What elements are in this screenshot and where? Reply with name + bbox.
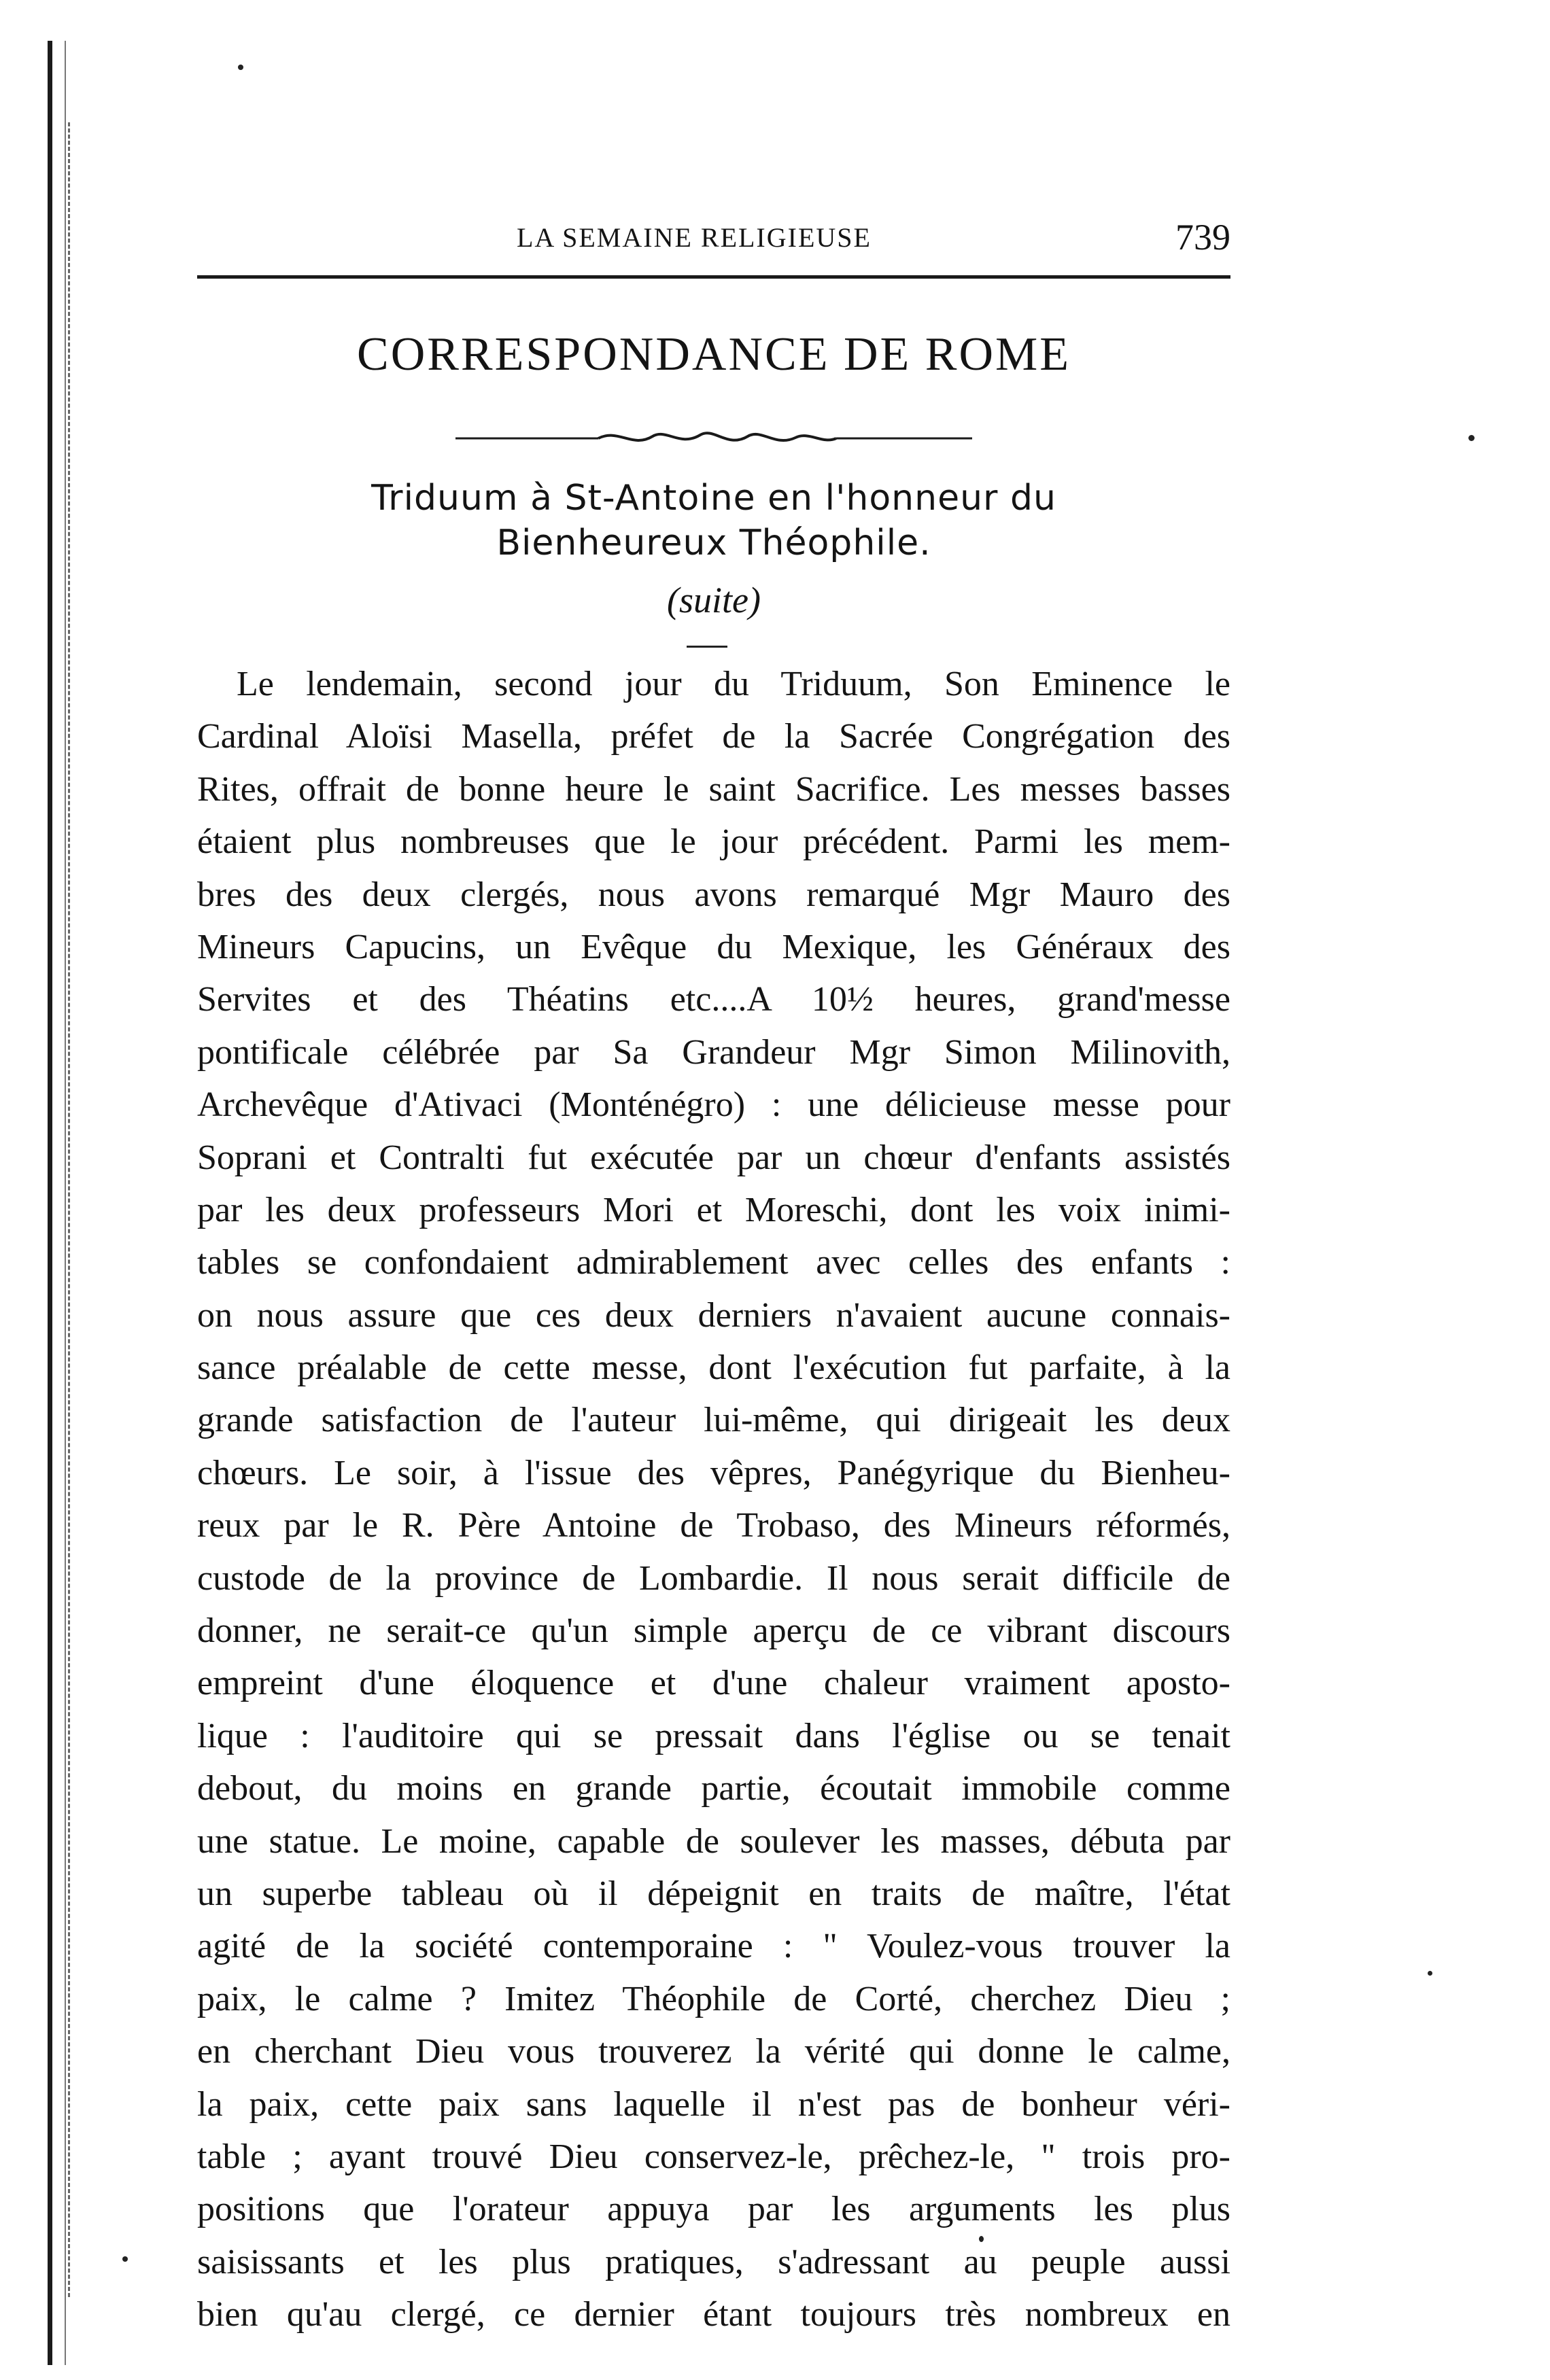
body-line: saisissants et les plus pratiques, s'adressant au peuple aussi <box>197 2242 1230 2281</box>
article-title: CORRESPONDANCE DE ROME <box>357 328 1071 381</box>
article-subtitle <box>197 476 1230 565</box>
suite-label: (suite) <box>667 580 761 620</box>
scan-speck <box>1468 435 1475 441</box>
subtitle-line: Triduum à St-Antoine en l'honneur du <box>371 478 1056 519</box>
body-line: Cardinal Aloïsi Masella, préfet de la Sacrée Congrégation des <box>197 717 1230 756</box>
body-line: sance préalable de cette messe, dont l'exécution fut parfaite, à la <box>197 1348 1230 1388</box>
body-line: tables se confondaient admirablement avec celles des enfants : <box>197 1243 1230 1282</box>
body-line: debout, du moins en grande partie, écoutait immobile comme <box>197 1769 1230 1808</box>
body-line: bien qu'au clergé, ce dernier étant toujours très nombreux en <box>197 2295 1230 2334</box>
ornamental-rule <box>455 421 972 455</box>
body-line: lique : l'auditoire qui se pressait dans l'église ou se tenait <box>197 1716 1230 1755</box>
scan-speck <box>979 2236 984 2242</box>
body-line: chœurs. Le soir, à l'issue des vêpres, Panégyrique du Bienheu- <box>197 1453 1230 1492</box>
scan-speck <box>122 2256 128 2262</box>
body-line: paix, le calme ? Imitez Théophile de Corté, cherchez Dieu ; <box>197 1979 1230 2018</box>
scan-speck <box>238 65 243 70</box>
body-line: Mineurs Capucins, un Evêque du Mexique, les Généraux des <box>197 927 1230 966</box>
body-line: on nous assure que ces deux derniers n'avaient aucune connais- <box>197 1295 1230 1335</box>
body-line: la paix, cette paix sans laquelle il n'est pas de bonheur véri- <box>197 2084 1230 2124</box>
body-line: grande satisfaction de l'auteur lui-même, qui dirigeait les deux <box>197 1401 1230 1440</box>
body-line: custode de la province de Lombardie. Il nous serait difficile de <box>197 1558 1230 1598</box>
body-line: bres des deux clergés, nous avons remarqué Mgr Mauro des <box>197 875 1230 914</box>
body-line: Servites et des Théatins etc....A 10½ heures, grand'messe <box>197 980 1230 1019</box>
body-line: agité de la société contemporaine : " Voulez-vous trouver la <box>197 1927 1230 1966</box>
page-binding-edge <box>48 41 66 2365</box>
body-line: reux par le R. Père Antoine de Trobaso, des Mineurs réformés, <box>197 1506 1230 1545</box>
running-head <box>197 216 1230 264</box>
body-line: Soprani et Contralti fut exécutée par un chœur d'enfants assistés <box>197 1138 1230 1177</box>
section-dash <box>687 646 727 648</box>
subtitle-line: Bienheureux Théophile. <box>496 523 931 563</box>
running-title: LA SEMAINE RELIGIEUSE <box>517 222 872 253</box>
body-line: Rites, offrait de bonne heure le saint Sacrifice. Les messes basses <box>197 769 1230 809</box>
page-gutter-marks <box>68 122 74 2297</box>
body-line: pontificale célébrée par Sa Grandeur Mgr Simon Milinovith, <box>197 1032 1230 1072</box>
body-line: positions que l'orateur appuya par les arguments les plus <box>197 2190 1230 2229</box>
body-line: par les deux professeurs Mori et Moreschi, dont les voix inimi- <box>197 1190 1230 1229</box>
body-line: étaient plus nombreuses que le jour précédent. Parmi les mem- <box>197 822 1230 862</box>
body-line: Le lendemain, second jour du Triduum, Son Eminence le <box>237 665 1230 703</box>
body-line: donner, ne serait-ce qu'un simple aperçu de ce vibrant discours <box>197 1611 1230 1651</box>
body-line: Archevêque d'Ativaci (Monténégro) : une délicieuse messe pour <box>197 1085 1230 1125</box>
body-line: une statue. Le moine, capable de soulever les masses, débuta par <box>197 1821 1230 1861</box>
header-rule <box>197 275 1230 279</box>
scan-speck <box>1428 1971 1432 1976</box>
body-line: en cherchant Dieu vous trouverez la vérité qui donne le calme, <box>197 2032 1230 2071</box>
article-body <box>197 658 1230 2341</box>
body-line: un superbe tableau où il dépeignit en traits de maître, l'état <box>197 1874 1230 1913</box>
body-line: empreint d'une éloquence et d'une chaleur vraiment aposto- <box>197 1664 1230 1703</box>
body-line: table ; ayant trouvé Dieu conservez-le, prêchez-le, " trois pro- <box>197 2137 1230 2176</box>
page-number: 739 <box>1175 217 1230 258</box>
